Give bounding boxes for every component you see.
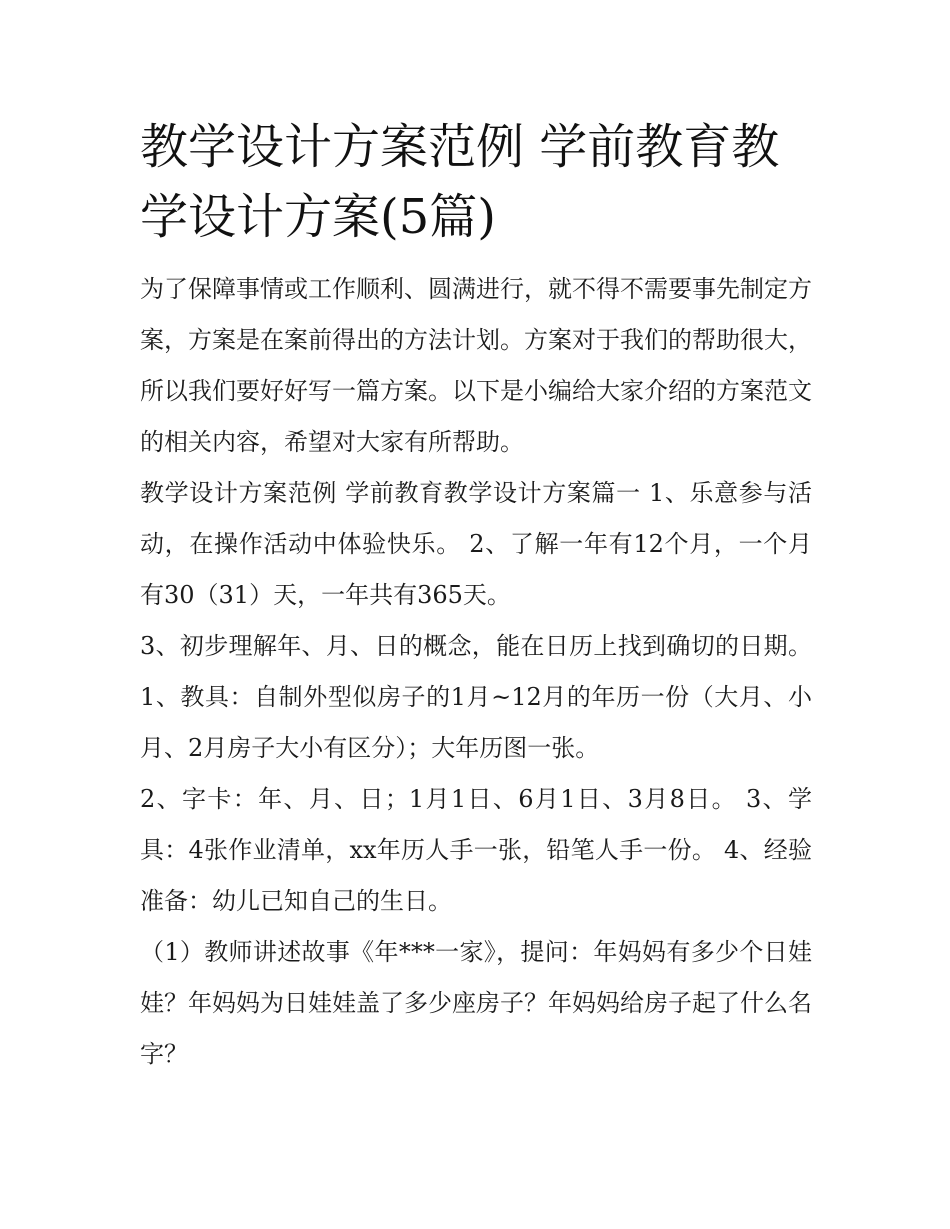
preparation-paragraph: 3、初步理解年、月、日的概念，能在日历上找到确切的日期。 1、教具：自制外型似房子的1月~12月的年历一份（大月、小月、2月房子大小有区分）；大年历图一张。	[140, 632, 812, 762]
activity-paragraph: （1）教师讲述故事《年***一家》，提问：年妈妈有多少个日娃娃？年妈妈为日娃娃盖了多少座房子？年妈妈给房子起了什么名字？	[140, 938, 812, 1068]
objectives-paragraph: 教学设计方案范例 学前教育教学设计方案篇一 1、乐意参与活动，在操作活动中体验快乐。 2、了解一年有12个月，一个月有30（31）天，一年共有365天。	[140, 479, 812, 609]
intro-paragraph: 为了保障事情或工作顺利、圆满进行，就不得不需要事先制定方案，方案是在案前得出的方法计划。方案对于我们的帮助很大，所以我们要好好写一篇方案。以下是小编给大家介绍的方案范文的相关内容，希望对大家有所帮助。	[140, 275, 812, 456]
document-title: 教学设计方案范例 学前教育教学设计方案(5篇)	[140, 119, 780, 245]
materials-paragraph: 2、字卡：年、月、日；1月1日、6月1日、3月8日。 3、学具：4张作业清单，xx年历人手一张，铅笔人手一份。 4、经验准备：幼儿已知自己的生日。	[140, 785, 812, 915]
document-body	[140, 112, 812, 1080]
